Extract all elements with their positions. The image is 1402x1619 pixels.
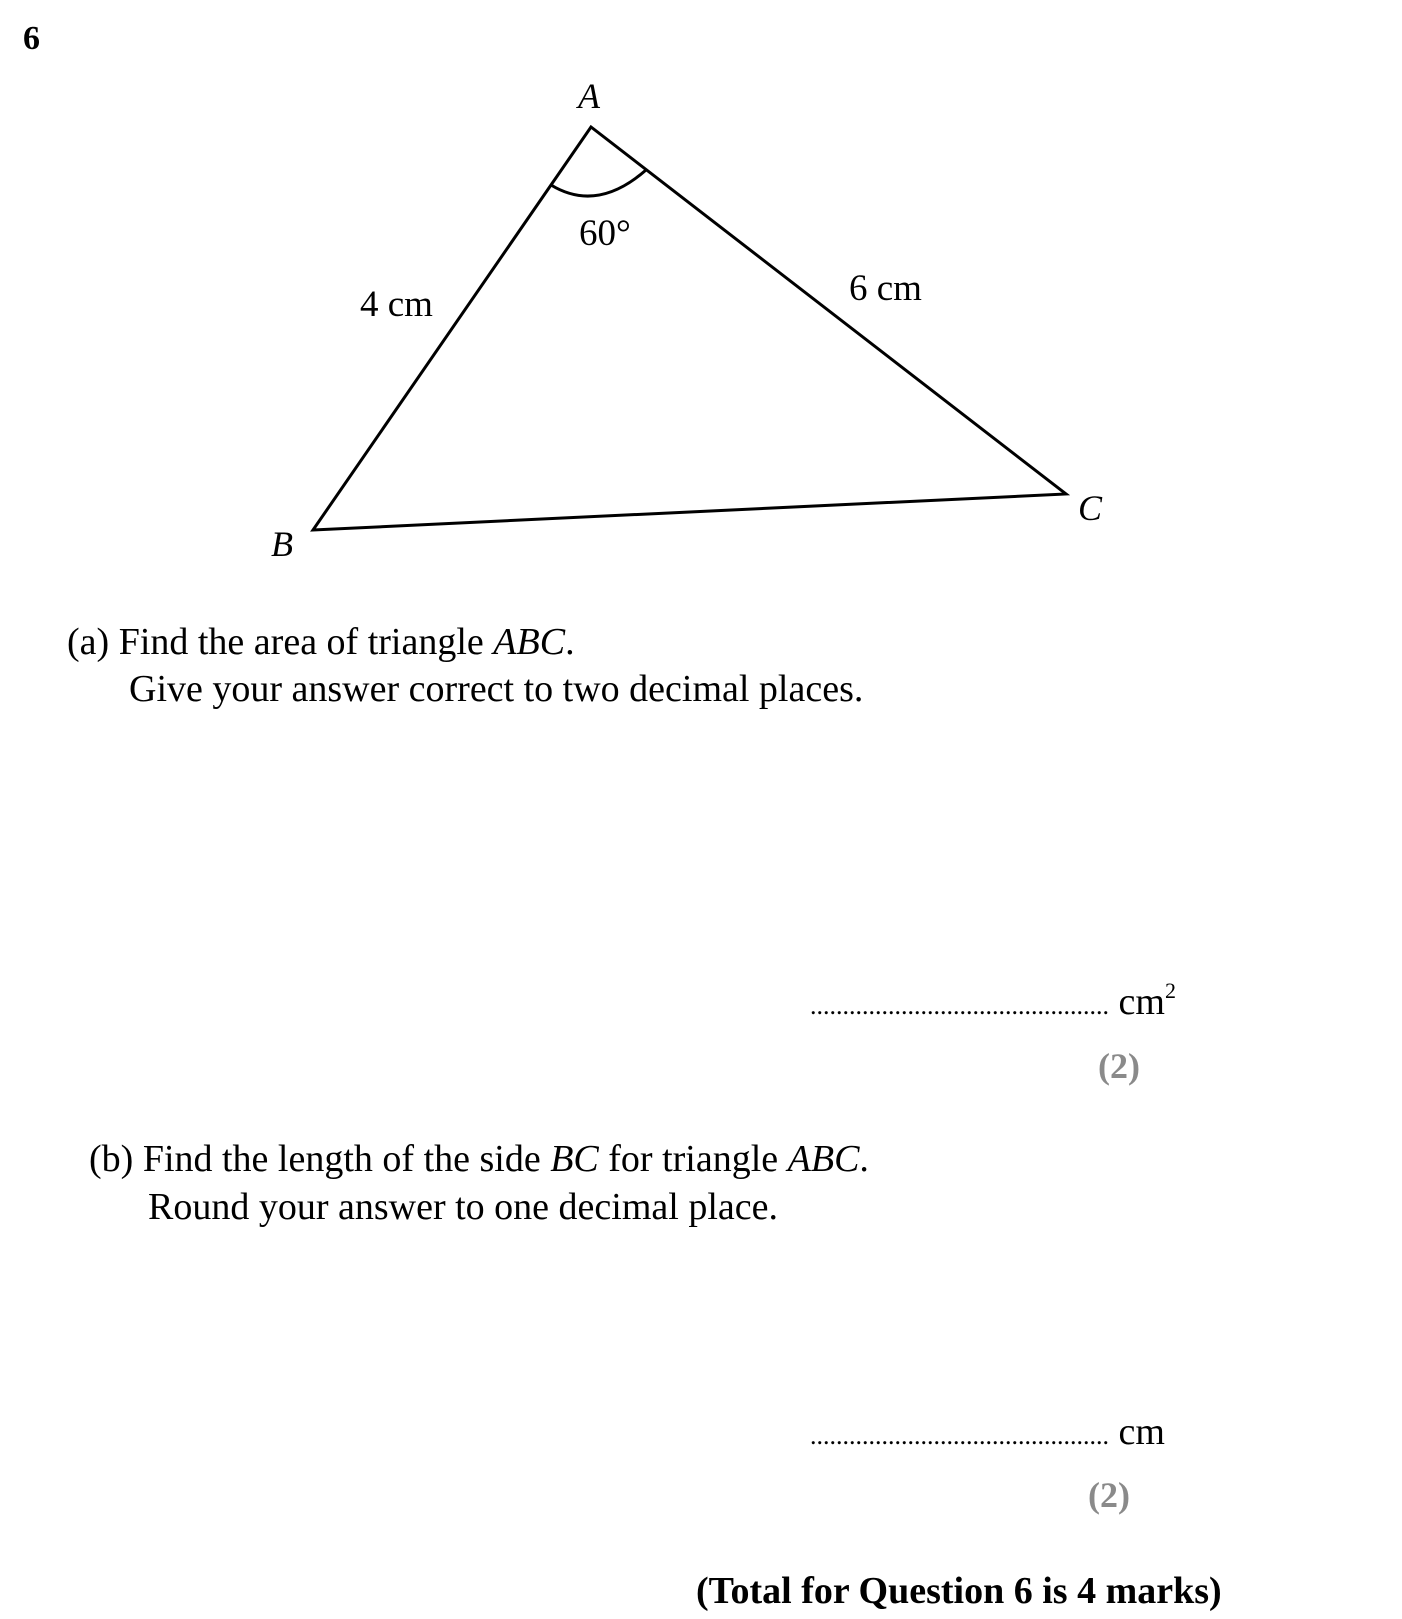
question-total: (Total for Question 6 is 4 marks) <box>696 1570 1222 1612</box>
part-b-period: . <box>859 1138 869 1180</box>
part-a-line1 <box>67 623 575 661</box>
angle-label-a: 60° <box>579 213 631 254</box>
part-b-answer-row <box>810 1413 1165 1451</box>
part-a-answer-field[interactable]: .............................................. <box>810 991 1109 1020</box>
part-a-triangle-name: ABC <box>493 621 566 663</box>
part-a-answer-row <box>810 978 1176 1023</box>
part-b-label: (b) <box>89 1138 134 1180</box>
part-a-text: Find the area of triangle <box>118 621 494 663</box>
part-b-line2: Round your answer to one decimal place. <box>148 1186 778 1228</box>
part-a-unit <box>1118 978 1176 1023</box>
triangle-abc <box>313 127 1066 530</box>
vertex-label-c: C <box>1078 488 1103 528</box>
part-a-line2: Give your answer correct to two decimal places. <box>129 668 864 710</box>
question-number: 6 <box>23 20 40 57</box>
part-b-triangle-name: ABC <box>787 1138 860 1180</box>
part-b-unit: cm <box>1118 1411 1165 1453</box>
part-b-text-mid: for triangle <box>598 1138 788 1180</box>
vertex-label-b: B <box>271 524 293 564</box>
part-a-label: (a) <box>67 621 110 663</box>
part-b-line1 <box>89 1140 869 1178</box>
side-label-ac: 6 cm <box>849 268 922 309</box>
part-a-period: . <box>565 621 575 663</box>
part-b-answer-field[interactable]: .............................................. <box>810 1421 1109 1450</box>
part-b-text-pre: Find the length of the side <box>142 1138 551 1180</box>
part-a-unit-sup: 2 <box>1164 978 1176 1003</box>
part-b-marks: (2) <box>1088 1475 1130 1515</box>
side-label-ab: 4 cm <box>360 284 433 325</box>
part-a-unit-text: cm <box>1118 981 1165 1023</box>
angle-arc-a <box>551 170 646 196</box>
part-b-side-name: BC <box>550 1138 599 1180</box>
part-a-marks: (2) <box>1098 1046 1140 1086</box>
triangle-diagram <box>0 0 1402 600</box>
vertex-label-a: A <box>578 76 600 116</box>
